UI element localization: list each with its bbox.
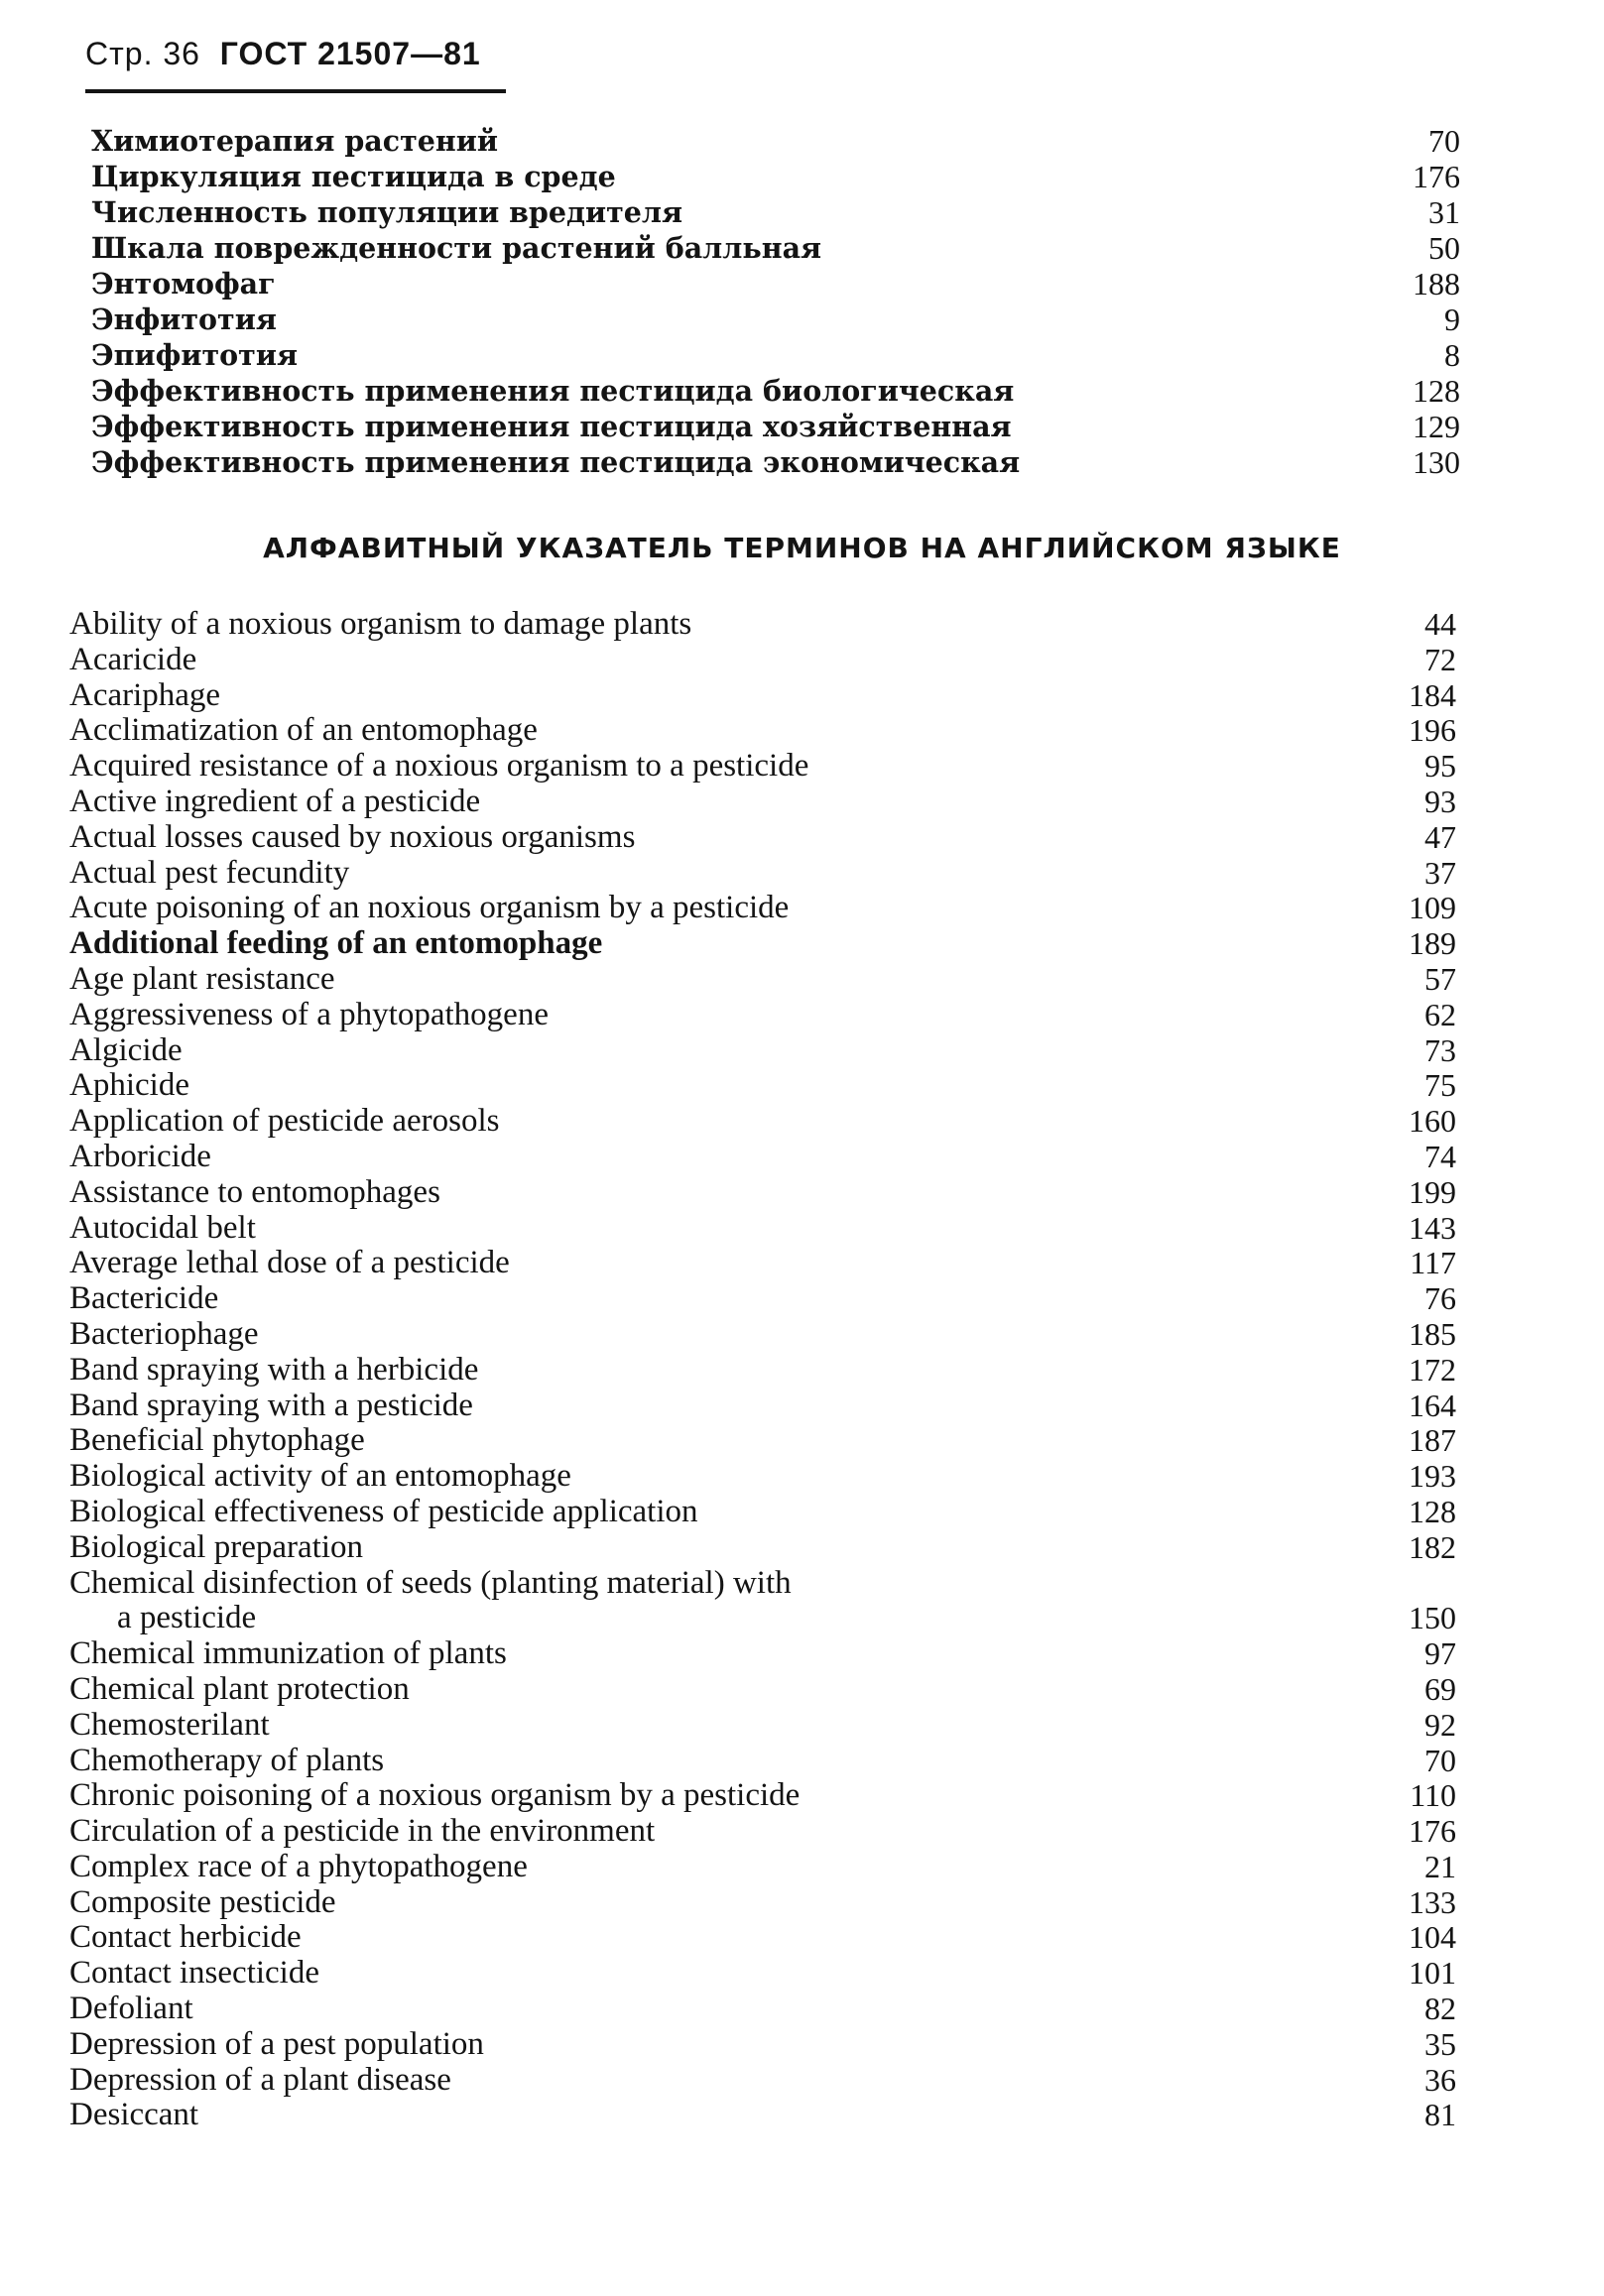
index-term: Химиотерапия растений — [91, 124, 498, 158]
index-term: Ability of a noxious organism to damage plants — [69, 606, 692, 642]
index-term: Assistance to entomophages — [69, 1173, 440, 1210]
index-entry — [69, 1175, 1456, 1211]
index-term: Contact herbicide — [69, 1919, 302, 1956]
index-entry — [69, 1885, 1456, 1921]
index-number: 74 — [1424, 1138, 1456, 1174]
index-term: Complex race of a phytopathogene — [69, 1848, 528, 1884]
index-entry — [69, 713, 1456, 749]
standard-code: ГОСТ 21507—81 — [219, 36, 481, 71]
index-number: 128 — [1413, 373, 1460, 409]
index-term: Biological preparation — [69, 1528, 363, 1565]
index-entry — [69, 1246, 1456, 1281]
index-number: 172 — [1409, 1351, 1456, 1388]
index-number: 133 — [1409, 1883, 1456, 1920]
index-number: 110 — [1410, 1777, 1456, 1814]
index-term: Эффективность применения пестицида экономическая — [91, 445, 1021, 479]
index-number: 150 — [1409, 1600, 1456, 1636]
index-entry — [69, 607, 1456, 643]
index-entry — [69, 1211, 1456, 1247]
index-entry — [91, 230, 1460, 266]
index-term: Эффективность применения пестицида биологическая — [91, 374, 1015, 408]
index-number: 70 — [1428, 123, 1460, 159]
index-term: Autocidal belt — [69, 1209, 256, 1246]
index-term: Acariphage — [69, 676, 221, 713]
header-rule — [85, 89, 506, 93]
index-term: Defoliant — [69, 1991, 193, 2027]
index-term: Circulation of a pesticide in the environment — [69, 1813, 656, 1850]
index-entry — [69, 891, 1456, 926]
index-term: Chemotherapy of plants — [69, 1742, 385, 1778]
index-entry — [91, 373, 1460, 409]
index-number: 8 — [1444, 337, 1460, 373]
index-term: Bactericide — [69, 1280, 219, 1317]
index-number: 187 — [1409, 1422, 1456, 1459]
index-entry — [69, 1956, 1456, 1992]
index-number: 95 — [1424, 748, 1456, 785]
index-entry — [69, 1778, 1456, 1814]
index-entry — [69, 1389, 1456, 1424]
index-number: 130 — [1413, 444, 1460, 480]
index-entry — [69, 643, 1456, 678]
index-term: Эпифитотия — [91, 338, 299, 372]
index-number: 62 — [1424, 996, 1456, 1032]
index-entry — [69, 1814, 1456, 1850]
index-entry — [69, 1636, 1456, 1672]
index-number: 76 — [1424, 1280, 1456, 1317]
english-index-list — [69, 607, 1456, 2133]
page-header — [85, 36, 481, 72]
index-number: 35 — [1424, 2025, 1456, 2062]
index-term: Actual pest fecundity — [69, 854, 350, 891]
index-entry — [69, 1566, 1456, 1637]
index-entry — [91, 194, 1460, 230]
index-number: 36 — [1424, 2061, 1456, 2098]
index-number: 104 — [1409, 1919, 1456, 1956]
index-entry — [69, 678, 1456, 714]
index-entry — [69, 856, 1456, 892]
index-number: 193 — [1409, 1458, 1456, 1495]
index-number: 185 — [1409, 1315, 1456, 1352]
index-term: Biological activity of an entomophage — [69, 1458, 571, 1495]
index-term: Bacteriophage — [69, 1315, 259, 1352]
index-number: 143 — [1409, 1209, 1456, 1246]
index-entry — [69, 749, 1456, 785]
index-term: Biological effectiveness of pesticide application — [69, 1493, 698, 1529]
index-term: Average lethal dose of a pesticide — [69, 1245, 510, 1281]
index-entry — [69, 926, 1456, 962]
index-entry — [69, 1672, 1456, 1708]
index-number: 9 — [1444, 302, 1460, 337]
index-term: Acute poisoning of an noxious organism by a pesticide — [69, 890, 790, 926]
index-number: 199 — [1409, 1173, 1456, 1210]
index-term: Depression of a plant disease — [69, 2061, 451, 2098]
index-term: Active ingredient of a pesticide — [69, 783, 481, 819]
index-number: 72 — [1424, 641, 1456, 677]
index-number: 70 — [1424, 1742, 1456, 1778]
page-number: Стр. 36 — [85, 36, 200, 71]
index-number: 21 — [1424, 1848, 1456, 1884]
index-term: Composite pesticide — [69, 1883, 336, 1920]
index-term: Энтомофаг — [91, 267, 276, 301]
index-term: Depression of a pest population — [69, 2025, 484, 2062]
index-entry — [69, 1708, 1456, 1744]
index-number: 82 — [1424, 1991, 1456, 2027]
index-entry — [69, 1992, 1456, 2027]
index-entry — [69, 1033, 1456, 1069]
index-term: Эффективность применения пестицида хозяйственная — [91, 410, 1012, 443]
index-entry — [91, 266, 1460, 302]
index-term: Contact insecticide — [69, 1955, 319, 1992]
english-index-title: АЛФАВИТНЫЙ УКАЗАТЕЛЬ ТЕРМИНОВ НА АНГЛИЙСКОМ ЯЗЫКЕ — [263, 532, 1341, 564]
index-entry — [69, 998, 1456, 1033]
index-term: Циркуляция пестицида в среде — [91, 160, 616, 193]
index-entry — [69, 820, 1456, 856]
index-term: Additional feeding of an entomophage — [69, 925, 603, 962]
index-number: 73 — [1424, 1031, 1456, 1068]
index-entry — [91, 302, 1460, 337]
index-term: Band spraying with a pesticide — [69, 1387, 473, 1423]
index-term: Acclimatization of an entomophage — [69, 712, 538, 749]
index-number: 189 — [1409, 925, 1456, 962]
index-number: 97 — [1424, 1635, 1456, 1672]
index-number: 196 — [1409, 712, 1456, 749]
index-term: Arboricide — [69, 1138, 211, 1174]
index-entry — [69, 785, 1456, 820]
index-number: 92 — [1424, 1706, 1456, 1743]
index-term: Desiccant — [69, 2097, 199, 2133]
index-number: 37 — [1424, 854, 1456, 891]
index-entry — [69, 1140, 1456, 1175]
index-entry — [91, 123, 1460, 159]
index-entry — [69, 1744, 1456, 1779]
index-number: 164 — [1409, 1387, 1456, 1423]
index-entry — [69, 962, 1456, 998]
index-entry — [69, 1423, 1456, 1459]
index-entry — [69, 2063, 1456, 2099]
index-term: Age plant resistance — [69, 960, 335, 997]
index-number: 50 — [1428, 230, 1460, 266]
index-entry — [69, 2027, 1456, 2063]
index-entry — [69, 1353, 1456, 1389]
index-term: Шкала поврежденности растений балльная — [91, 231, 822, 265]
index-term: Chemical disinfection of seeds (planting material) with — [69, 1564, 792, 1601]
index-number: 47 — [1424, 818, 1456, 855]
index-entry — [91, 159, 1460, 194]
index-term: Beneficial phytophage — [69, 1422, 365, 1459]
index-number: 176 — [1413, 159, 1460, 194]
index-term: Acaricide — [69, 641, 197, 677]
index-term: Acquired resistance of a noxious organism to a pesticide — [69, 748, 809, 785]
index-number: 75 — [1424, 1067, 1456, 1104]
index-entry — [69, 2098, 1456, 2133]
index-term: Численность популяции вредителя — [91, 195, 683, 229]
index-entry — [69, 1104, 1456, 1140]
index-term-continuation: a pesticide — [117, 1600, 257, 1636]
index-entry — [69, 1530, 1456, 1566]
russian-index-list — [91, 123, 1460, 480]
index-number: 44 — [1424, 606, 1456, 642]
index-entry — [69, 1850, 1456, 1885]
index-number: 176 — [1409, 1813, 1456, 1850]
index-term: Aggressiveness of a phytopathogene — [69, 996, 549, 1032]
index-number: 117 — [1410, 1245, 1456, 1281]
index-number: 160 — [1409, 1103, 1456, 1140]
index-term: Энфитотия — [91, 302, 277, 336]
index-entry — [69, 1281, 1456, 1317]
index-entry — [91, 444, 1460, 480]
index-number: 57 — [1424, 960, 1456, 997]
index-number: 69 — [1424, 1670, 1456, 1707]
index-term: Chemical immunization of plants — [69, 1635, 507, 1672]
index-number: 109 — [1409, 890, 1456, 926]
index-term: Band spraying with a herbicide — [69, 1351, 479, 1388]
index-term: Chemical plant protection — [69, 1670, 410, 1707]
index-entry — [69, 1920, 1456, 1956]
index-entry — [69, 1459, 1456, 1495]
index-entry — [69, 1317, 1456, 1353]
index-number: 101 — [1409, 1955, 1456, 1992]
index-entry — [91, 409, 1460, 444]
index-number: 31 — [1428, 194, 1460, 230]
index-term: Chronic poisoning of a noxious organism by a pesticide — [69, 1777, 801, 1814]
index-term: Application of pesticide aerosols — [69, 1103, 500, 1140]
index-entry — [91, 337, 1460, 373]
index-number: 93 — [1424, 783, 1456, 819]
index-term: Aphicide — [69, 1067, 189, 1104]
index-entry — [69, 1495, 1456, 1530]
index-term: Actual losses caused by noxious organisms — [69, 818, 636, 855]
index-term: Algicide — [69, 1031, 183, 1068]
index-number: 128 — [1409, 1493, 1456, 1529]
index-term: Chemosterilant — [69, 1706, 270, 1743]
index-number: 184 — [1409, 676, 1456, 713]
index-number: 188 — [1413, 266, 1460, 302]
index-entry — [69, 1068, 1456, 1104]
index-number: 81 — [1424, 2097, 1456, 2133]
index-number: 129 — [1413, 409, 1460, 444]
index-number: 182 — [1409, 1528, 1456, 1565]
